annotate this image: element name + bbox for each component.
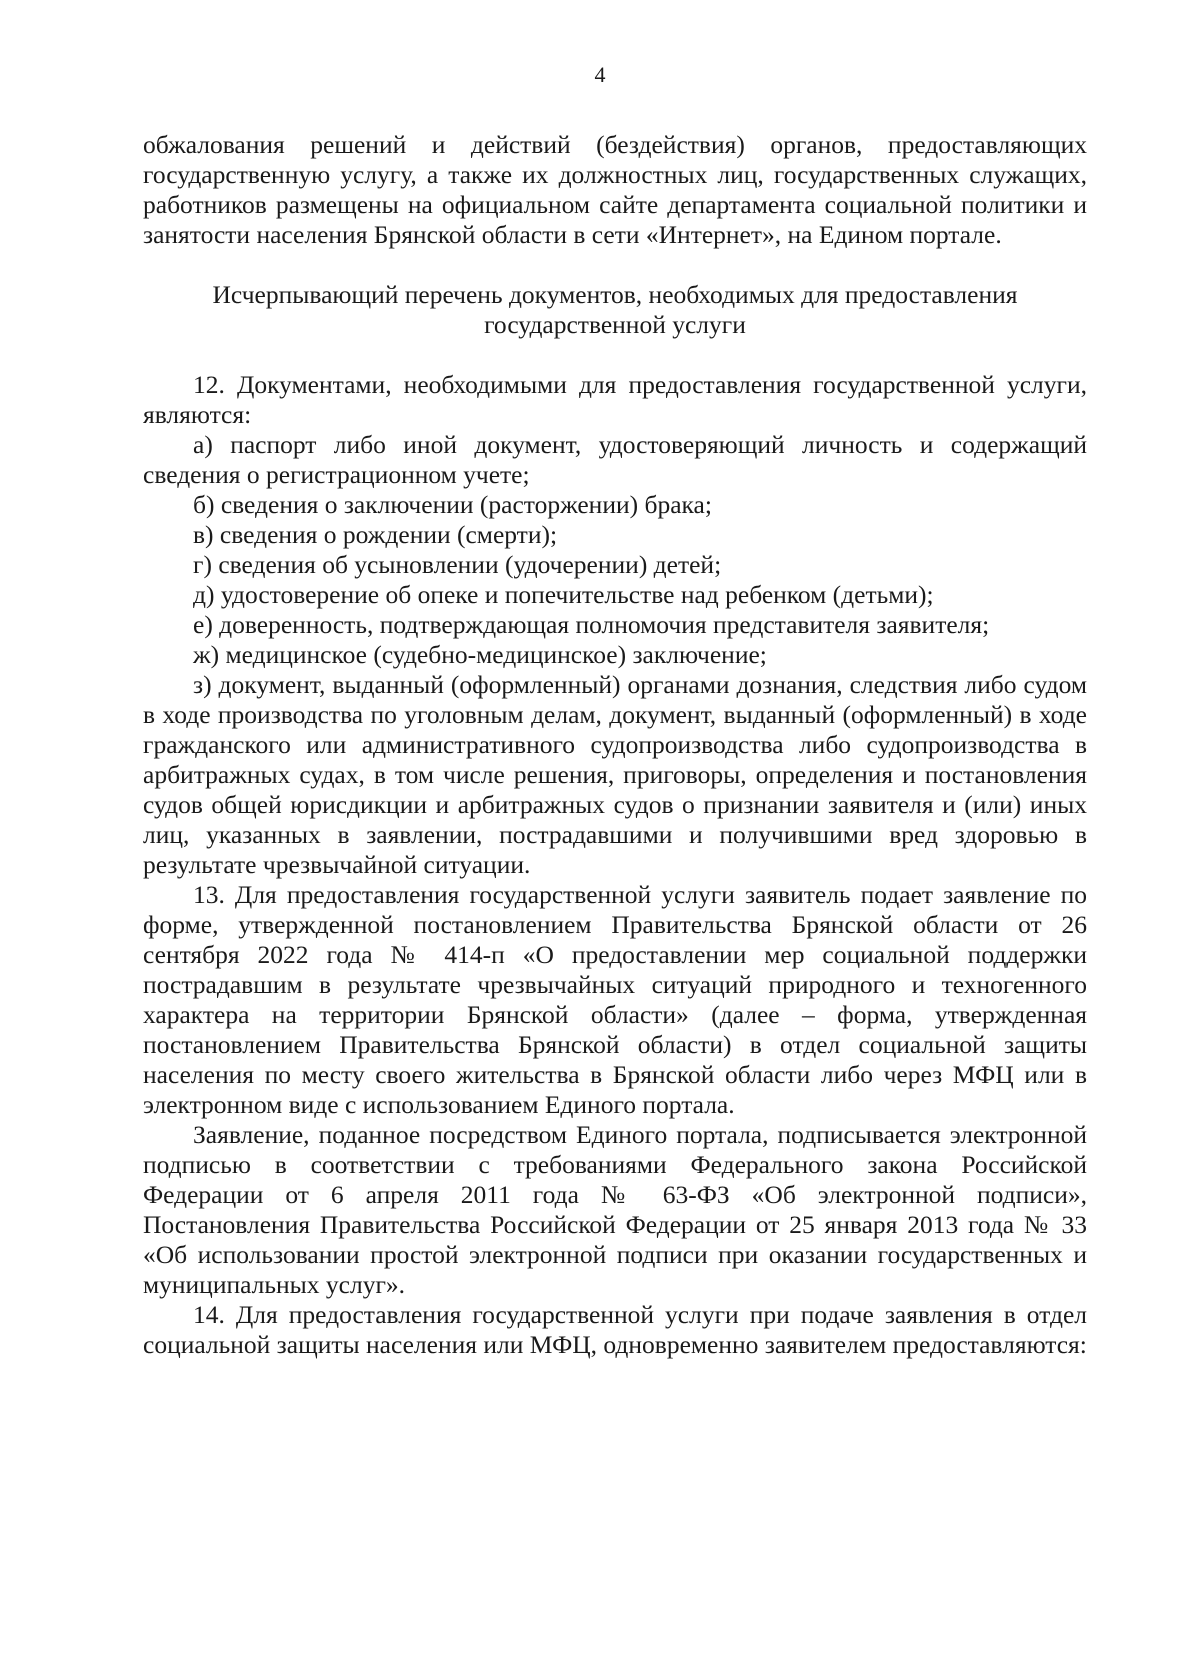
paragraph-12: 12. Документами, необходимыми для предоставления государственной услуги, являются:: [143, 370, 1087, 429]
list-item-d: д) удостоверение об опеке и попечительстве над ребенком (детьми);: [193, 580, 934, 609]
list-item-b: б) сведения о заключении (расторжении) брака;: [193, 490, 712, 519]
section-heading: [143, 280, 1087, 340]
list-item-zh: ж) медицинское (судебно-медицинское) заключение;: [193, 640, 767, 669]
list-item-a: а) паспорт либо иной документ, удостоверяющий личность и содержащий сведения о регистрационном учете;: [143, 430, 1087, 489]
list-item-v: в) сведения о рождении (смерти);: [193, 520, 558, 549]
document-body: [143, 130, 1087, 1360]
paragraph-13-continuation: Заявление, поданное посредством Единого портала, подписывается электронной подписью в соответствии с требованиями Федерального закона Российской Федерации от 6 апреля 2011 года № 63-ФЗ «Об электронной подписи», Постановления Правительства Российской Федерации от 25 января 2013 года № 33 «Об использовании простой электронной подписи при оказании государственных и муниципальных услуг».: [143, 1120, 1087, 1299]
list-item-z: з) документ, выданный (оформленный) органами дознания, следствия либо судом в ходе производства по уголовным делам, документ, выданный (оформленный) в ходе гражданского или административного судопроизводства либо судопроизводства в арбитражных судах, в том числе решения, приговоры, определения и постановления судов общей юрисдикции и арбитражных судов о признании заявителя и (или) иных лиц, указанных в заявлении, пострадавшими и получившими вред здоровью в результате чрезвычайной ситуации.: [143, 670, 1087, 879]
paragraph-13: 13. Для предоставления государственной услуги заявитель подает заявление по форме, утвержденной постановлением Правительства Брянской области от 26 сентября 2022 года № 414-п «О предоставлении мер социальной поддержки пострадавшим в результате чрезвычайных ситуаций природного и техногенного характера на территории Брянской области» (далее – форма, утвержденная постановлением Правительства Брянской области) в отдел социальной защиты населения по месту своего жительства в Брянской области либо через МФЦ или в электронном виде с использованием Единого портала.: [143, 880, 1087, 1119]
list-item-g: г) сведения об усыновлении (удочерении) детей;: [193, 550, 722, 579]
paragraph-14: 14. Для предоставления государственной услуги при подаче заявления в отдел социальной защиты населения или МФЦ, одновременно заявителем предоставляются:: [143, 1300, 1087, 1359]
list-item-e: е) доверенность, подтверждающая полномочия представителя заявителя;: [193, 610, 990, 639]
page-number: 4: [594, 62, 606, 87]
section-heading-line-2: государственной услуги: [484, 310, 746, 339]
intro-paragraph: обжалования решений и действий (бездействия) органов, предоставляющих государственную услугу, а также их должностных лиц, государственных служащих, работников размещены на официальном сайте департамента социальной политики и занятости населения Брянской области в сети «Интернет», на Едином портале.: [143, 130, 1087, 249]
section-heading-line-1: Исчерпывающий перечень документов, необходимых для предоставления: [212, 280, 1018, 309]
